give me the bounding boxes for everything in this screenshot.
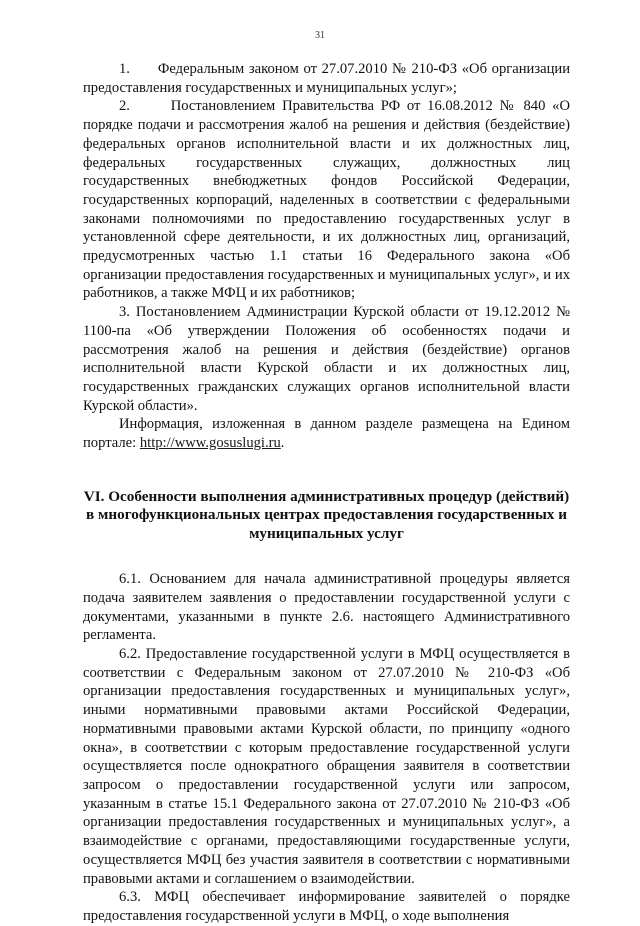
list-item-text: Постановлением Администрации Курской области от 19.12.2012 № 1100-па «Об утверждении Положения об особенностях подачи и рассмотрения жалоб на решения и действия (бездействие) органов исполнительной власти Курской области и их должностных лиц, государственных гражданских служащих органов исполнительной власти Курской области». [83,304,570,414]
list-item-text: Федеральным законом от 27.07.2010 № 210-ФЗ «Об организации предоставления государственных и муниципальных услуг»; [83,61,571,96]
info-prefix: Информация, изложенная в данном разделе размещена на Едином портале: [83,416,570,452]
list-item-3 [83,303,570,415]
list-item-number: 3. [119,304,130,321]
portal-link[interactable]: http://www.gosuslugi.ru [139,435,281,452]
info-paragraph [83,415,570,452]
list-item-number: 2. [119,98,130,115]
list-item-text: Постановлением Правительства РФ от 16.08.2012 № 840 «О порядке подачи и рассмотрения жалоб на решения и действия (бездействие) федеральных органов исполнительной власти и их должностных лиц, федеральных государственных служащих, должностных лиц государственных внебюджетных фондов Российской Федерации, государственных корпораций, наделенных в соответствии с федеральными законами полномочиями по предоставлению государственных услуг в установленной сфере деятельности, и их должностных лиц, организаций, предусмотренных частью 1.1 статьи 16 Федерального закона «Об организации предоставления государственных и муниципальных услуг», и их работников, а также МФЦ и их работников; [83,98,570,302]
paragraph-6-2: 6.2. Предоставление государственной услуги в МФЦ осуществляется в соответствии с Федеральным законом от 27.07.2010 № 210-ФЗ «Об организации предоставления государственных и муниципальных услуг», иными нормативными правовыми актами Российской Федерации, нормативными правовыми актами Курской области, по принципу «одного окна», в соответствии с которым предоставление государственной услуги осуществляется после однократного обращения заявителя в соответствии запросом о предоставлении государственной услуги или запросом, указанным в статье 15.1 Федерального закона от 27.07.2010 № 210-ФЗ «Об организации предоставления государственных и муниципальных услуг», а взаимодействие с органами, предоставляющими государственные услуги, осуществляется МФЦ без участия заявителя в соответствии с нормативными правовыми актами и соглашением о взаимодействии. [83,646,570,887]
section-title: VI. Особенности выполнения административных процедур (действий) в многофункциональных центрах предоставления государственных и муниципальных услуг [83,487,570,542]
paragraph-6-3: 6.3. МФЦ обеспечивает информирование заявителей о порядке предоставления государственной услуги в МФЦ, о ходе выполнения [83,889,570,924]
page-number: 31 [315,30,325,41]
document-body [83,60,570,926]
list-item-number: 1. [119,61,130,77]
list-item-2 [83,97,570,303]
list-item-1 [83,60,570,97]
info-suffix: . [280,435,285,452]
paragraph-6-1: 6.1. Основанием для начала административной процедуры является подача заявителем заявления о предоставлении государственной услуги с документами, указанными в пункте 2.6. настоящего Административного регламента. [83,571,570,644]
